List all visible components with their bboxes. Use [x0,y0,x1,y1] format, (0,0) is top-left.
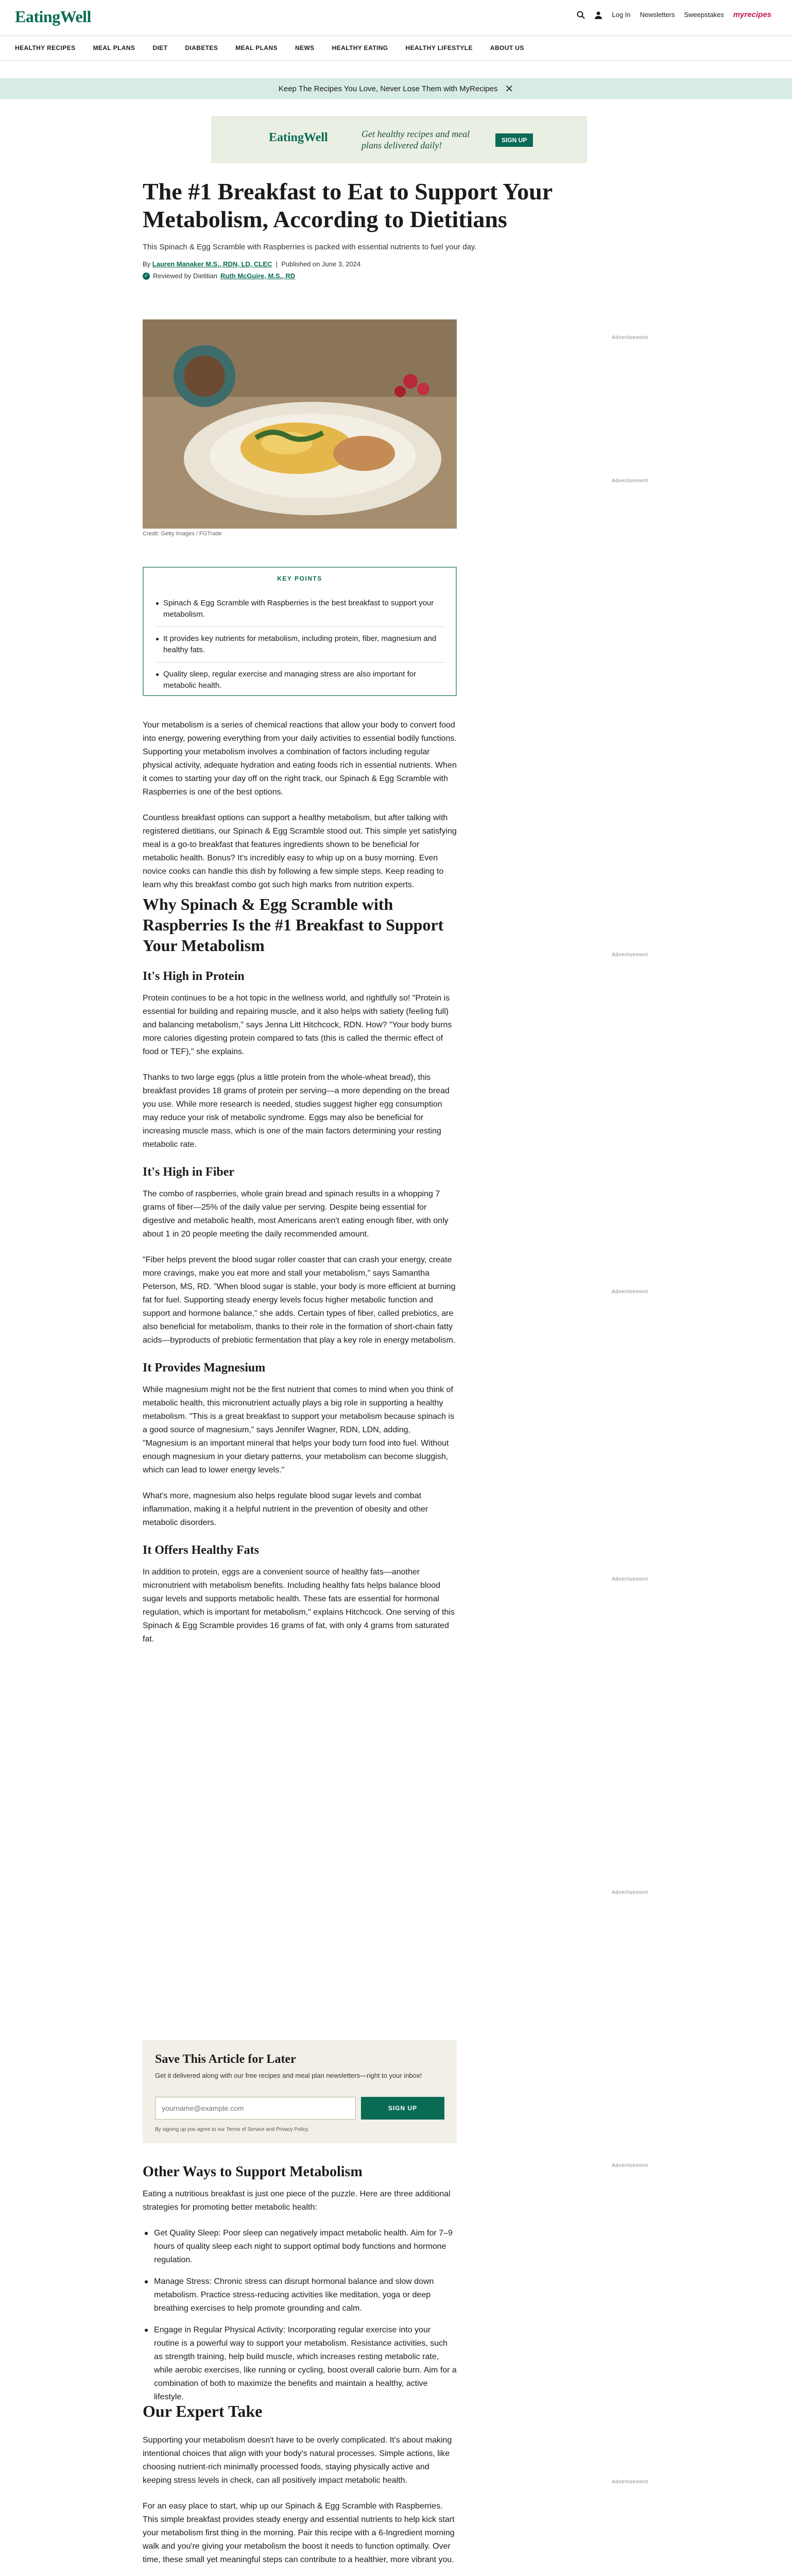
nav-item[interactable]: HEALTHY RECIPES [15,44,76,52]
sweepstakes-link[interactable]: Sweepstakes [684,11,724,19]
nav-item[interactable]: DIET [152,44,168,52]
site-logo[interactable]: EatingWell [15,7,91,26]
nav-item[interactable]: MEAL PLANS [93,44,135,52]
body-paragraph: Eating a nutritious breakfast is just one piece of the puzzle. Here are three additional strategies for promoting better metabolic health: [143,2190,451,2212]
expert-take-section [143,2401,457,2576]
byline: By Lauren Manaker M.S., RDN, LD, CLEC | Published on June 3, 2024 [143,260,361,268]
body-paragraph: Protein continues to be a hot topic in the wellness world, and rightfully so! "Protein is essential for building and repairing muscle, and it also helps with satiety (feeling full) and balancing metabolism," says Jenna Litt Hitchcock, RDN. How? "Your body burns more calories digesting protein compared to fats (this is called the thermic effect of food or TEF)," she explains. [143,994,452,1056]
verified-check-icon: ✓ [143,273,150,280]
subheading-fiber: It's High in Fiber [143,1165,235,1179]
article-intro [143,719,457,904]
newsletter-subtitle: Get it delivered along with our free recipes and meal plan newsletters—right to your inbox! [155,2072,422,2079]
body-paragraph: In addition to protein, eggs are a convenient source of healthy fats—another micronutrient with metabolism benefits. Including healthy fats helps balance blood sugar levels and supports metabolic health. These fats are essential for hormonal regulation, which is important for metabolism," explains Hitchcock. One serving of this Spinach & Egg Scramble provides 16 grams of fat, with only 4 grams from saturated fat. [143,1568,455,1643]
body-paragraph: Supporting your metabolism doesn't have to be overly complicated. It's about making intentional choices that align with your body's natural processes. Simple actions, like choosing nutrient-rich minimally processed foods, staying physically active and keeping stress levels in check, can all positively impact metabolic health. [143,2436,452,2485]
promo-strip[interactable] [0,78,792,99]
ad-label: Advertisement [612,1890,648,1895]
ad-label: Advertisement [612,335,648,341]
tip-item: Get Quality Sleep: Poor sleep can negatively impact metabolic health. Aim for 7–9 hours of quality sleep each night to support optimal body functions and hormone regulation. [143,2227,457,2267]
ad-label: Advertisement [612,2479,648,2485]
hero-image [143,319,457,529]
nav-item[interactable]: HEALTHY EATING [332,44,388,52]
newsletters-link[interactable]: Newsletters [640,11,675,19]
nav-item[interactable]: MEAL PLANS [235,44,278,52]
ad-label: Advertisement [612,952,648,958]
myrecipes-logo[interactable]: myrecipes [733,10,771,19]
key-points-title: KEY POINTS [277,575,322,582]
reviewed-prefix: Reviewed by Dietitian [153,272,218,280]
newsletter-legal: By signing up you agree to our Terms of Service and Privacy Policy. [155,2127,309,2132]
email-field[interactable] [155,2097,356,2120]
top-header [0,0,792,36]
subheading-fats: It Offers Healthy Fats [143,1544,259,1557]
intro-paragraph: Countless breakfast options can support a healthy metabolism, but after talking with registered dietitians, our Spinach & Egg Scramble stood out. This simple yet satisfying meal is a go-to breakfast that features ingredients shown to be beneficial for metabolic health. Bonus? It's incredibly easy to whip up on a busy morning. Even novice cooks can handle this dish by following a few simple steps. Keep reading to learn why this breakfast combo got such high marks from nutrition experts. [143,814,457,889]
banner-logo: EatingWell [269,131,328,144]
body-paragraph: While magnesium might not be the first nutrient that comes to mind when you think of metabolic health, this micronutrient actually plays a big role in supporting a healthy metabolism. "This is a great breakfast to support your metabolism because spinach is a good source of magnesium," says Jennifer Wagner, RDN, LDN, adding, "Magnesium is an important mineral that helps your body turn food into fuel. Without enough magnesium in your dietary patterns, your metabolism can become sluggish, which can lead to lower energy levels." [143,1385,455,1475]
body-paragraph: "Fiber helps prevent the blood sugar roller coaster that can crash your energy, create more cravings, make you eat more and stall your metabolism," says Samantha Peterson, MS, RD. "When blood sugar is stable, your body is more efficient at burning fat for fuel. Supporting steady energy levels focus higher metabolic function and support and hormone balance," she adds. Certain types of fiber, called prebiotics, are also beneficial for metabolism, thanks to their role in the formation of short-chain fatty acids—byproducts of prebiotic fermentation that play a key role in energy metabolism. [143,1256,456,1345]
body-paragraph: The combo of raspberries, whole grain bread and spinach results in a whopping 7 grams of fiber—25% of the daily value per serving. Despite being essential for digestive and metabolic health, most Americans aren't eating enough fiber, with only about 1 in 20 people meeting the daily recommended amount. [143,1190,449,1239]
page-title: The #1 Breakfast to Eat to Support Your Metabolism, According to Dietitians [143,178,553,232]
article-dek: This Spinach & Egg Scramble with Raspberries is packed with essential nutrients to fuel your day. [143,243,477,251]
ad-label: Advertisement [612,478,648,484]
key-point: Spinach & Egg Scramble with Raspberries is the best breakfast to support your metabolism. [156,591,444,627]
author-link[interactable]: Lauren Manaker M.S., RDN, LD, CLEC [152,260,272,268]
promo-text[interactable]: Keep The Recipes You Love, Never Lose Them with MyRecipes [278,84,498,93]
article-header [143,178,560,280]
key-points-box [143,567,457,696]
byline-prefix: By [143,260,151,268]
image-caption: Credit: Getty Images / FGTrade [143,531,222,537]
reviewed-by [143,272,560,280]
body-paragraph: Thanks to two large eggs (plus a little protein from the whole-wheat bread), this breakfast provides 18 grams of protein per serving—a more depending on the bread you use. While more research is needed, studies suggest higher egg consumption may reduce your risk of metabolic syndrome. Eggs may also be beneficial for increasing muscle mass, which is one of the main factors determining your resting metabolic rate. [143,1073,450,1149]
subheading-protein: It's High in Protein [143,970,245,983]
intro-paragraph: Your metabolism is a series of chemical reactions that allow your body to convert food into energy, powering everything from your daily activities to essential bodily functions. Supporting your metabolism involves a combination of factors including regular physical activity, adequate hydration and eating foods rich in essential nutrients. When it comes to starting your day off on the right track, our Spinach & Egg Scramble with Raspberries is one of the best options. [143,721,457,796]
nav-item[interactable]: HEALTHY LIFESTYLE [405,44,473,52]
tip-item: Engage in Regular Physical Activity: Incorporating regular exercise into your routine is a powerful way to support your metabolism. Resistance activities, such as strength training, help build muscle, which increases resting metabolic rate, while aerobic exercises, like running or cycling, boost overall calorie burn. Aim for a combination of both to maximize the benefits and maintain a healthy, active lifestyle. [143,2324,457,2404]
ad-label: Advertisement [612,2163,648,2168]
signup-button[interactable]: SIGN UP [361,2097,444,2120]
nav-item[interactable]: NEWS [295,44,315,52]
ad-banner[interactable] [212,116,587,163]
banner-signup-button[interactable]: SIGN UP [495,133,533,147]
user-icon [594,11,602,19]
close-icon[interactable]: ✕ [505,83,514,95]
body-paragraph: For an easy place to start, whip up our Spinach & Egg Scramble with Raspberries. This simple breakfast provides steady energy and essential nutrients to help kick start your metabolism first thing in the morning. Pair this recipe with a 6-Ingredient morning walk and you're giving your metabolism the boost it needs to function optimally. Over time, these small yet meaningful steps can contribute to a healthier, more vibrant you. [143,2502,455,2564]
body-paragraph: What's more, magnesium also helps regulate blood sugar levels and combat inflammation, making it a helpful nutrient in the prevention of obesity and other metabolic disorders. [143,1492,428,1527]
main-nav [0,36,792,61]
newsletter-signup [143,2040,457,2143]
nav-item[interactable]: DIABETES [185,44,218,52]
nav-item[interactable]: ABOUT US [490,44,524,52]
login-link[interactable]: Log In [612,11,631,19]
key-point: It provides key nutrients for metabolism, including protein, fiber, magnesium and healthy fats. [156,627,444,663]
key-point: Quality sleep, regular exercise and managing stress are also important for metabolic health. [156,663,444,698]
ad-label: Advertisement [612,1577,648,1582]
why-section [143,894,457,1658]
subheading-other: Other Ways to Support Metabolism [143,2164,363,2180]
ad-label: Advertisement [612,1289,648,1295]
banner-text: Get healthy recipes and meal plans delivered daily! [361,129,470,150]
subheading-magnesium: It Provides Magnesium [143,1361,266,1375]
search-icon[interactable] [577,11,585,19]
other-ways-section [143,2164,457,2416]
section-heading: Why Spinach & Egg Scramble with Raspberries Is the #1 Breakfast to Support Your Metabolism [143,895,444,955]
header-actions [577,10,771,19]
newsletter-title: Save This Article for Later [155,2053,296,2066]
section-heading: Our Expert Take [143,2402,263,2420]
published-date: Published on June 3, 2024 [281,260,361,268]
tip-item: Manage Stress: Chronic stress can disrupt hormonal balance and slow down metabolism. Practice stress-reducing activities like meditation, yoga or deep breathing exercises to help promote grounding and calm. [143,2275,457,2315]
reviewer-link[interactable]: Ruth McGuire, M.S., RD [220,272,296,280]
